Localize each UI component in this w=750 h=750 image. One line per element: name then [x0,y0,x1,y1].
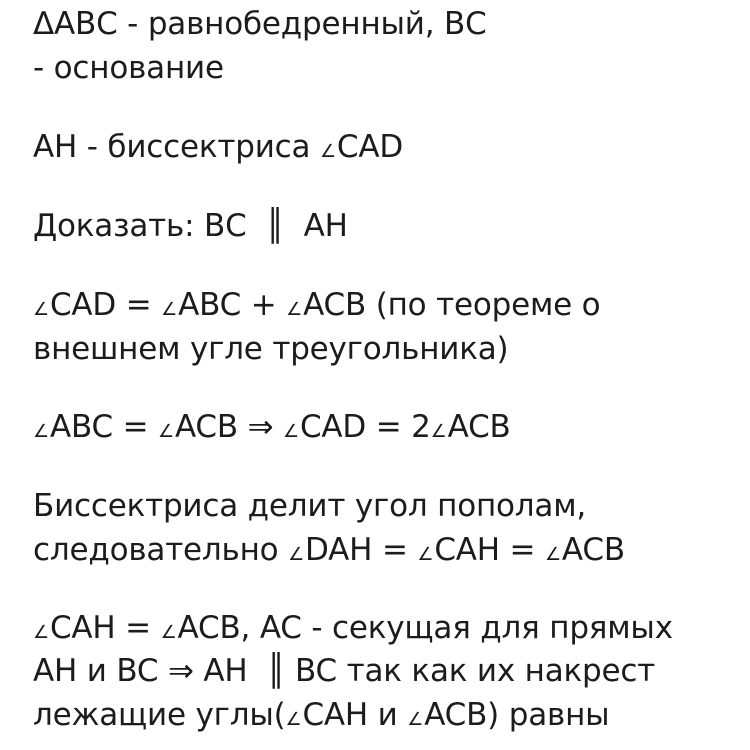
angle-sign: ∠ [285,709,302,730]
angle-sign: ∠ [33,622,49,643]
angle-sign: ∠ [430,421,447,442]
text-line-9: следовательно ∠DAH = ∠CAH = ∠ACB [33,532,625,568]
angle-sign: ∠ [161,299,178,320]
angle-sign: ∠ [319,141,336,162]
angle-sign: ∠ [33,299,49,320]
angle-sign: ∠ [286,299,303,320]
angle-sign: ∠ [160,622,177,643]
angle-sign: ∠ [288,544,305,565]
text-line-8: Биссектриса делит угол пополам, [33,488,587,524]
text-line-4: Доказать: ВС ║ АН [33,208,348,244]
text-line-7: ∠ABC = ∠ACB ⇒ ∠CAD = 2∠ACB [33,409,511,445]
text-line-1: ΔАВС - равнобедренный, ВС [33,6,487,42]
text-line-5: ∠CAD = ∠ABC + ∠ACB (по теореме о [33,287,601,323]
angle-sign: ∠ [283,421,299,442]
text-line-2: - основание [33,50,224,86]
text-line-11: AH и BC ⇒ AH ║ BC так как их накрест [33,653,656,689]
text-line-12: лежащие углы(∠CAH и ∠ACB) равны [33,697,610,733]
text-line-6: внешнем угле треугольника) [33,331,509,367]
angle-sign: ∠ [33,421,49,442]
text-line-3: АН - биссектриса ∠CAD [33,129,403,165]
angle-sign: ∠ [417,544,434,565]
angle-sign: ∠ [158,421,174,442]
text-line-10: ∠CAH = ∠ACB, AC - секущая для прямых [33,610,673,646]
angle-sign: ∠ [544,544,561,565]
angle-sign: ∠ [407,709,424,730]
